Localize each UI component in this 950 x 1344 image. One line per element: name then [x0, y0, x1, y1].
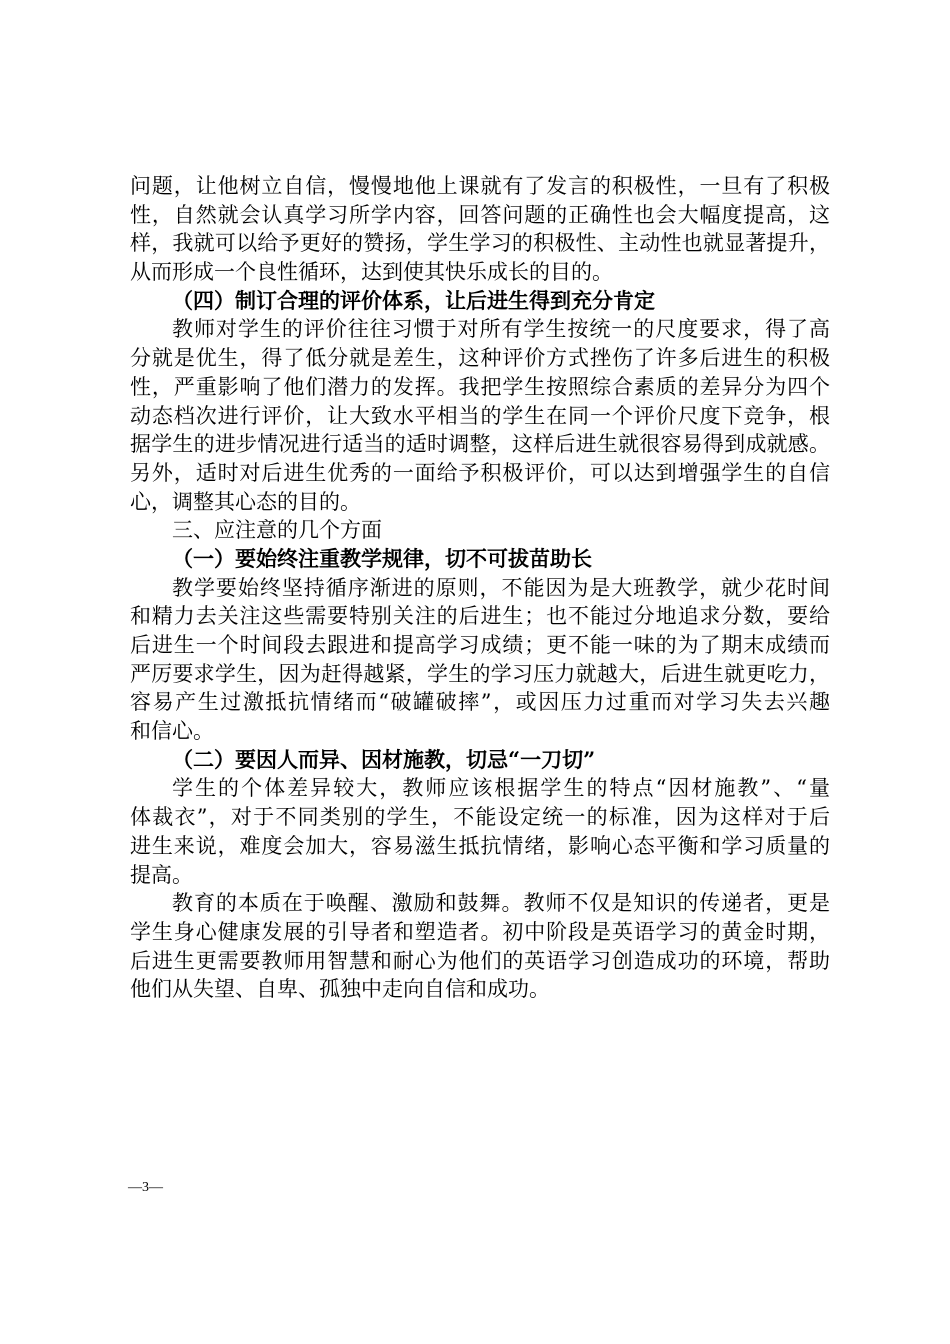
section-heading: （二）要因人而异、因材施教，切忌“一刀切”: [172, 746, 596, 772]
text-line: 分就是优生，得了低分就是差生，这种评价方式挫伤了许多后进生的积极: [130, 346, 830, 371]
document-body: [130, 172, 830, 1004]
text-line: 进生来说，难度会加大，容易滋生抵抗情绪，影响心态平衡和学习质量的: [130, 833, 830, 858]
chapter-heading: 三、应注意的几个方面: [172, 518, 382, 543]
text-line: 心，调整其心态的目的。: [130, 489, 361, 514]
section-heading: （四）制订合理的评价体系，让后进生得到充分肯定: [172, 287, 655, 313]
text-line: 教育的本质在于唤醒、激励和鼓舞。教师不仅是知识的传递者，更是: [172, 891, 830, 916]
text-line: 严厉要求学生，因为赶得越紧，学生的学习压力就越大，后进生就更吃力，: [130, 661, 830, 686]
text-line: 后进生更需要教师用智慧和耐心为他们的英语学习创造成功的环境，帮助: [130, 948, 830, 973]
text-line: 他们从失望、自卑、孤独中走向自信和成功。: [130, 977, 550, 1002]
text-line: 提高。: [130, 862, 193, 887]
text-line: 性，严重影响了他们潜力的发挥。我把学生按照综合素质的差异分为四个: [130, 374, 830, 399]
text-line: 据学生的进步情况进行适当的适时调整，这样后进生就很容易得到成就感。: [130, 432, 830, 457]
text-line: 动态档次进行评价，让大致水平相当的学生在同一个评价尺度下竞争，根: [130, 403, 830, 428]
text-line: 样，我就可以给予更好的赞扬，学生学习的积极性、主动性也就显著提升，: [130, 231, 830, 256]
text-line: 后进生一个时间段去跟进和提高学习成绩；更不能一味的为了期末成绩而: [130, 633, 830, 657]
text-line: 学生身心健康发展的引导者和塑造者。初中阶段是英语学习的黄金时期，: [130, 919, 830, 944]
text-line: 教学要始终坚持循序渐进的原则，不能因为是大班教学，就少花时间: [172, 575, 830, 600]
text-line: 性，自然就会认真学习所学内容，回答问题的正确性也会大幅度提高，这: [130, 202, 830, 227]
text-line: 体裁衣”，对于不同类别的学生，不能设定统一的标准，因为这样对于后: [130, 805, 830, 830]
text-line: 教师对学生的评价往往习惯于对所有学生按统一的尺度要求，得了高: [172, 317, 830, 342]
text-line: 从而形成一个良性循环，达到使其快乐成长的目的。: [130, 260, 613, 285]
text-line: 学生的个体差异较大，教师应该根据学生的特点“因材施教”、“量: [172, 776, 830, 801]
text-line: 容易产生过激抵抗情绪而“破罐破摔”，或因压力过重而对学习失去兴趣: [130, 690, 830, 715]
text-line: 和精力去关注这些需要特别关注的后进生；也不能过分地追求分数，要给: [130, 604, 830, 629]
page-number: —3—: [128, 1180, 163, 1195]
paragraph-lines: [130, 172, 830, 1004]
section-heading: （一）要始终注重教学规律，切不可拔苗助长: [172, 545, 592, 571]
text-line: 另外，适时对后进生优秀的一面给予积极评价，可以达到增强学生的自信: [130, 460, 830, 485]
text-line: 问题，让他树立自信，慢慢地他上课就有了发言的积极性，一旦有了积极: [130, 174, 830, 198]
text-line: 和信心。: [130, 719, 214, 744]
